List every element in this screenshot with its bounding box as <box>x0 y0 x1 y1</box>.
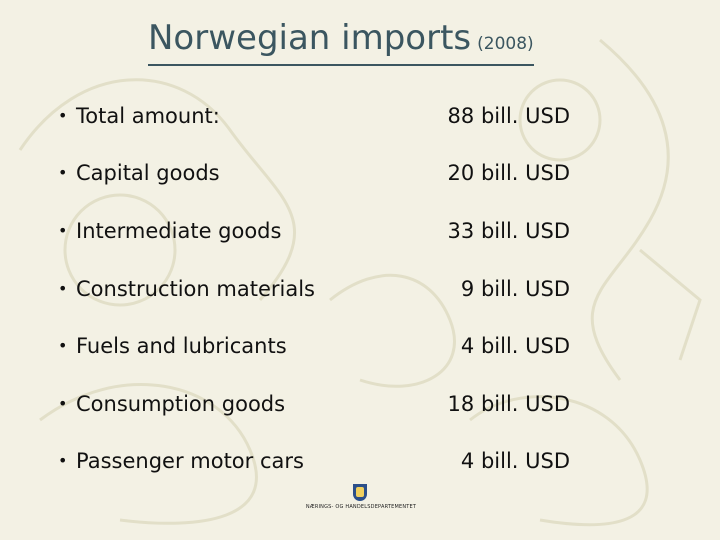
list-item <box>58 274 578 304</box>
item-value: 88 bill. USD <box>447 104 570 128</box>
item-label: Construction materials <box>76 277 315 301</box>
title-text: Norwegian imports <box>148 18 472 58</box>
item-value: 9 bill. USD <box>460 277 570 301</box>
coat-of-arms-icon <box>353 484 367 501</box>
item-value: 4 bill. USD <box>460 334 570 358</box>
item-label: Consumption goods <box>76 392 286 416</box>
list-item <box>58 101 578 131</box>
item-label: Capital goods <box>76 161 220 185</box>
list-item <box>58 389 578 419</box>
bullet-icon: • <box>58 106 68 125</box>
list-item <box>58 216 578 246</box>
item-label: Fuels and lubricants <box>76 334 287 358</box>
ministry-logo <box>305 484 417 514</box>
list-item <box>58 331 578 361</box>
slide-title <box>148 18 534 66</box>
bullet-icon: • <box>58 451 68 470</box>
list-item <box>58 446 578 476</box>
item-value: 20 bill. USD <box>447 161 570 185</box>
item-value: 18 bill. USD <box>447 392 570 416</box>
bullet-icon: • <box>58 336 68 355</box>
item-label: Passenger motor cars <box>76 449 304 473</box>
item-value: 4 bill. USD <box>460 449 570 473</box>
bullet-icon: • <box>58 163 68 182</box>
bullet-icon: • <box>58 394 68 413</box>
item-label: Total amount: <box>76 104 220 128</box>
bullet-icon: • <box>58 221 68 240</box>
title-year: (2008) <box>477 34 534 54</box>
item-label: Intermediate goods <box>76 219 282 243</box>
list-item <box>58 158 578 188</box>
ministry-name: NÆRINGS- OG HANDELSDEPARTEMENTET <box>305 504 417 510</box>
bullet-icon: • <box>58 279 68 298</box>
item-value: 33 bill. USD <box>447 219 570 243</box>
